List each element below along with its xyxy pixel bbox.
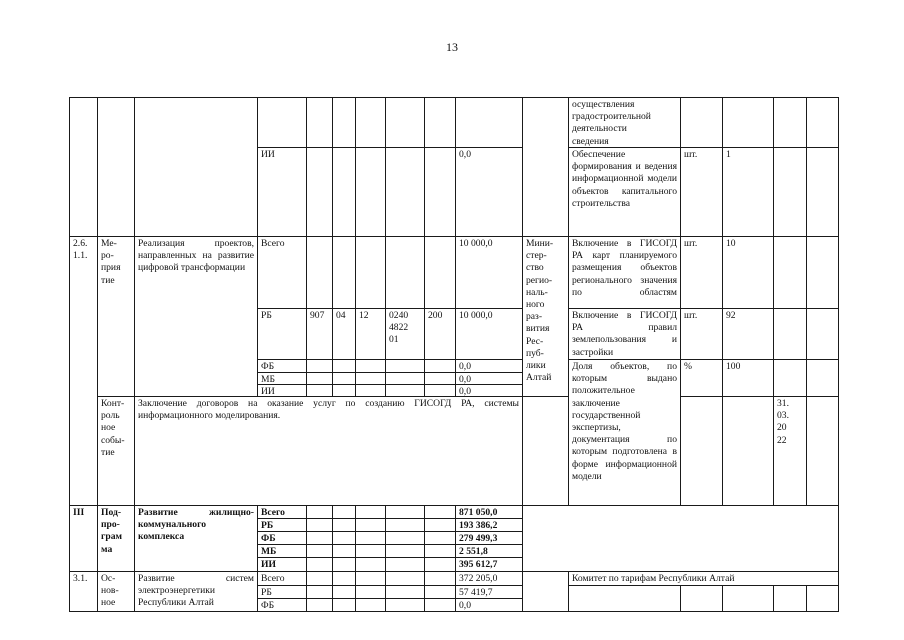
measure-rb-expense: 200 (424, 308, 456, 360)
subprogram-line-expense (424, 544, 456, 558)
measure-rb-section: 04 (332, 308, 356, 360)
measure-total-amount: 10 000,0 (455, 236, 523, 309)
measure-rb-date (773, 308, 807, 360)
measure-rb-indicator: Включение в ГИСОГД РА правил землепользования и застройки (568, 308, 681, 360)
measure-rb-target: 0240 4822 01 (385, 308, 425, 360)
control-unit-empty (680, 396, 723, 506)
main-measure-line-target (385, 598, 425, 612)
cont-grbs-empty (306, 97, 333, 148)
subprogram-number: III (69, 505, 98, 572)
measure-total-value: 10 (722, 236, 774, 309)
cont-ii-expense (424, 147, 456, 237)
main-measure-col-empty (522, 571, 569, 612)
measure-share-value: 100 (722, 359, 774, 397)
subprogram-line-section (332, 544, 356, 558)
subprogram-line-amount: 2 551,8 (455, 544, 523, 558)
main-measure-line-subsection (355, 585, 386, 599)
subprogram-line-section (332, 505, 356, 519)
subprogram-line-section (332, 557, 356, 572)
measure-fb-grbs (306, 359, 333, 373)
measure-share-extra (806, 359, 839, 397)
measure-mb-source: МБ (257, 372, 307, 385)
cont-date-empty (773, 97, 807, 148)
cont-subsection-empty (355, 97, 386, 148)
subprogram-line-amount: 395 612,7 (455, 557, 523, 572)
subprogram-line-amount: 279 499,3 (455, 531, 523, 545)
main-measure-line-target (385, 571, 425, 586)
cont-ii-extra (806, 147, 839, 237)
subprogram-line-subsection (355, 557, 386, 572)
cont-source-ii: ИИ (257, 147, 307, 237)
subprogram-line-source: РБ (257, 518, 307, 532)
measure-share-unit: % (680, 359, 723, 397)
measure-total-section (332, 236, 356, 309)
subprogram-line-subsection (355, 518, 386, 532)
cont-ii-subsection (355, 147, 386, 237)
cont-indicator: Обеспечение формирования и ведения информационной модели объектов капитального строительства (568, 147, 681, 237)
main-measure-line-grbs (306, 571, 333, 586)
measure-mb-amount: 0,0 (455, 372, 523, 385)
subprogram-line-grbs (306, 557, 333, 572)
cont-amount-ii: 0,0 (455, 147, 523, 237)
main-measure-kind: Ос- нов- ное (97, 571, 135, 612)
measure-total-subsection (355, 236, 386, 309)
subprogram-kind: Под- про- грам ма (97, 505, 135, 572)
main-measure-value-empty (722, 585, 774, 612)
measure-fb-section (332, 359, 356, 373)
measure-fb-amount: 0,0 (455, 359, 523, 373)
measure-share-date (773, 359, 807, 397)
subprogram-line-source: МБ (257, 544, 307, 558)
subprogram-line-source: ФБ (257, 531, 307, 545)
control-extra-empty (806, 396, 839, 506)
main-measure-unit-empty (680, 585, 723, 612)
subprogram-right-empty (522, 505, 839, 572)
subprogram-line-subsection (355, 505, 386, 519)
cont-ii-section (332, 147, 356, 237)
col-name-empty (134, 97, 258, 237)
cont-unit: шт. (680, 147, 723, 237)
cont-extra-empty (806, 97, 839, 148)
measure-name: Реализация проектов, направленных на развитие цифровой трансформации (134, 236, 258, 397)
main-measure-line-source: РБ (257, 585, 307, 599)
subprogram-line-grbs (306, 518, 333, 532)
main-measure-line-amount: 0,0 (455, 598, 523, 612)
cont-ii-target (385, 147, 425, 237)
measure-rb-value: 92 (722, 308, 774, 360)
measure-fb-expense (424, 359, 456, 373)
measure-total-source: Всего (257, 236, 307, 309)
control-text: Заключение договоров на оказание услуг по созданию ГИСОГД РА, системы информационного моделирования. (134, 396, 523, 506)
cont-executor-empty (522, 97, 569, 237)
measure-executor: Мини- стер- ство регио- наль- ного раз- вития Рес- пуб- лики Алтай (522, 236, 569, 397)
measure-total-unit: шт. (680, 236, 723, 309)
main-measure-line-grbs (306, 598, 333, 612)
measure-total-target (385, 236, 425, 309)
subprogram-line-grbs (306, 505, 333, 519)
main-measure-line-subsection (355, 571, 386, 586)
cont-value-empty (722, 97, 774, 148)
cont-ii-grbs (306, 147, 333, 237)
cont-amount-empty (455, 97, 523, 148)
main-measure-line-section (332, 571, 356, 586)
cont-source-empty (257, 97, 307, 148)
measure-rb-amount: 10 000,0 (455, 308, 523, 360)
control-executor-empty (522, 396, 569, 506)
col-number-empty (69, 97, 98, 237)
measure-rb-subsection: 12 (355, 308, 386, 360)
subprogram-line-amount: 193 386,2 (455, 518, 523, 532)
cont-value: 1 (722, 147, 774, 237)
main-measure-line-amount: 57 419,7 (455, 585, 523, 599)
page-number: 13 (446, 40, 458, 54)
measure-total-date (773, 236, 807, 309)
col-kind-empty (97, 97, 135, 237)
subprogram-line-target (385, 505, 425, 519)
measure-number: 2.6. 1.1. (69, 236, 98, 506)
main-measure-extra-empty (806, 585, 839, 612)
main-measure-line-target (385, 585, 425, 599)
measure-total-expense (424, 236, 456, 309)
main-measure-line-expense (424, 598, 456, 612)
cont-unit-empty (680, 97, 723, 148)
cont-target-empty (385, 97, 425, 148)
subprogram-line-target (385, 557, 425, 572)
subprogram-line-expense (424, 505, 456, 519)
subprogram-line-expense (424, 557, 456, 572)
measure-share-indicator: Доля объектов, по которым выдано положительное заключение государственной экспертизы, документация по которым подготовлена в форме информационной модели (568, 359, 681, 506)
measure-rb-grbs: 907 (306, 308, 333, 360)
measure-ii-source: ИИ (257, 384, 307, 397)
cont-purpose-tail: осуществления градостроительной деятельности сведения (568, 97, 681, 148)
main-measure-indicator-empty (568, 585, 681, 612)
measure-fb-target (385, 359, 425, 373)
control-date: 31. 03. 20 22 (773, 396, 807, 506)
subprogram-name: Развитие жилищно-коммунального комплекса (134, 505, 258, 572)
main-measure-line-source: Всего (257, 571, 307, 586)
subprogram-line-expense (424, 518, 456, 532)
main-measure-date-empty (773, 585, 807, 612)
measure-total-grbs (306, 236, 333, 309)
measure-rb-extra (806, 308, 839, 360)
subprogram-line-source: ИИ (257, 557, 307, 572)
subprogram-line-target (385, 518, 425, 532)
measure-fb-source: ФБ (257, 359, 307, 373)
cont-expense-empty (424, 97, 456, 148)
main-measure-line-subsection (355, 598, 386, 612)
main-measure-line-source: ФБ (257, 598, 307, 612)
main-measure-line-section (332, 598, 356, 612)
subprogram-line-subsection (355, 531, 386, 545)
measure-fb-subsection (355, 359, 386, 373)
subprogram-line-subsection (355, 544, 386, 558)
measure-total-indicator: Включение в ГИСОГД РА карт планируемого размещения объектов регионального значения по областям (568, 236, 681, 309)
subprogram-line-grbs (306, 531, 333, 545)
main-measure-name: Развитие систем электроэнергетики Республики Алтай (134, 571, 258, 612)
measure-total-extra (806, 236, 839, 309)
main-measure-line-amount: 372 205,0 (455, 571, 523, 586)
subprogram-line-target (385, 544, 425, 558)
measure-ii-amount: 0,0 (455, 384, 523, 397)
subprogram-line-source: Всего (257, 505, 307, 519)
subprogram-line-expense (424, 531, 456, 545)
measure-rb-unit: шт. (680, 308, 723, 360)
subprogram-line-amount: 871 050,0 (455, 505, 523, 519)
measure-rb-source: РБ (257, 308, 307, 360)
main-measure-line-section (332, 585, 356, 599)
main-measure-line-expense (424, 585, 456, 599)
subprogram-line-section (332, 531, 356, 545)
control-value-empty (722, 396, 774, 506)
main-measure-number: 3.1. (69, 571, 98, 612)
subprogram-line-target (385, 531, 425, 545)
subprogram-line-section (332, 518, 356, 532)
measure-kind: Ме- ро- прия тие (97, 236, 135, 397)
main-measure-line-expense (424, 571, 456, 586)
subprogram-line-grbs (306, 544, 333, 558)
main-measure-line-grbs (306, 585, 333, 599)
cont-ii-date (773, 147, 807, 237)
cont-section-empty (332, 97, 356, 148)
main-measure-executor: Комитет по тарифам Республики Алтай (568, 571, 839, 586)
control-kind: Конт- роль ное собы- тие (97, 396, 135, 506)
